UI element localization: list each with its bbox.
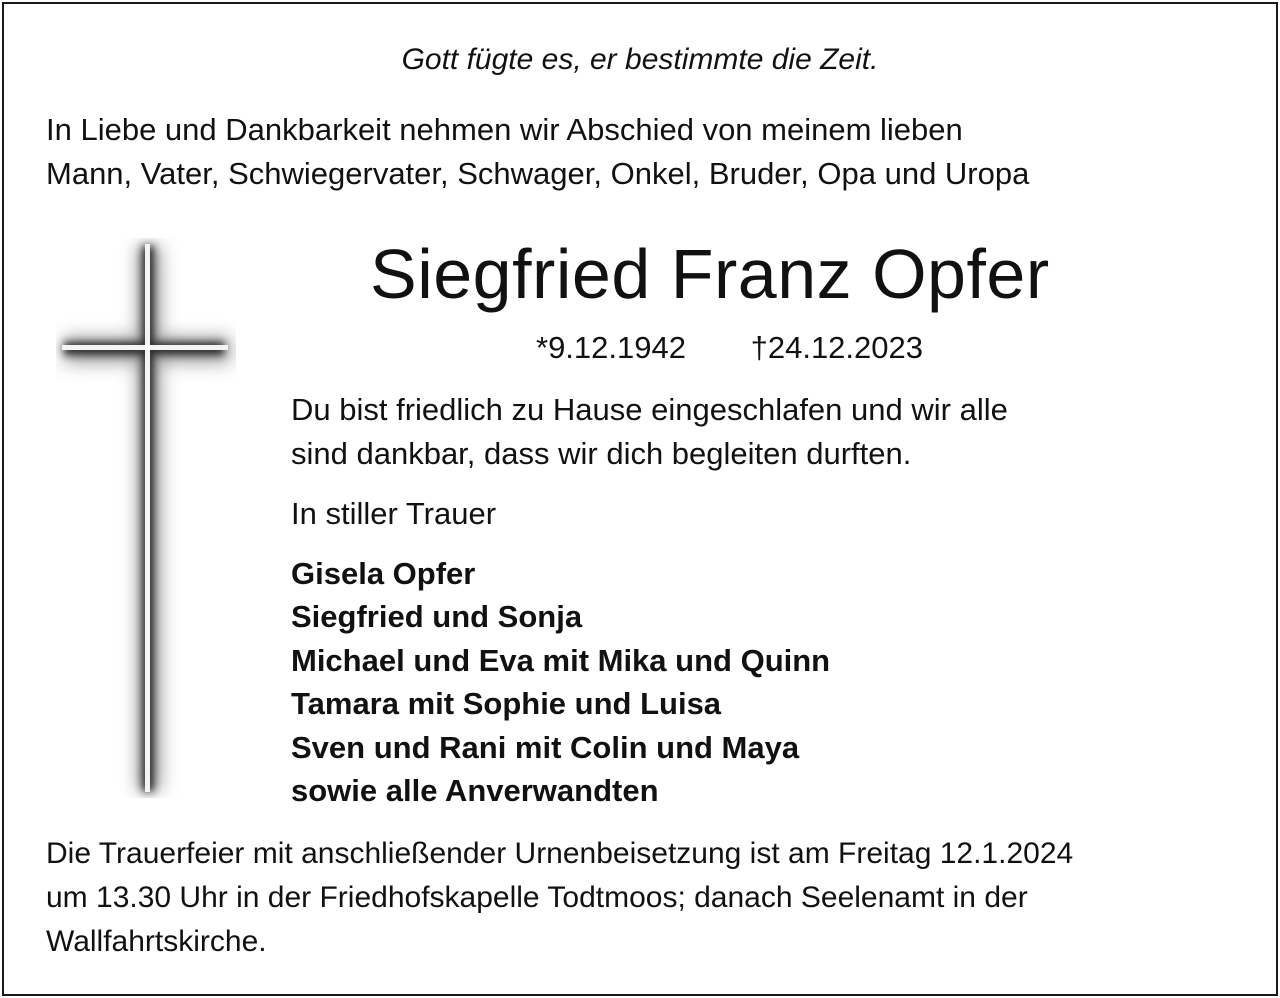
mourners-list bbox=[291, 552, 830, 812]
mourner-name: Tamara mit Sophie und Luisa bbox=[291, 686, 722, 722]
mourner-name: Sven und Rani mit Colin und Maya bbox=[291, 729, 800, 765]
mourner-name: Michael und Eva mit Mika und Quinn bbox=[291, 642, 831, 678]
quote-line: sind dankbar, dass wir dich begleiten durften. bbox=[291, 436, 912, 471]
intro-text bbox=[46, 108, 1246, 196]
farewell-quote bbox=[291, 388, 1251, 476]
service-line: Die Trauerfeier mit anschließender Urnenbeisetzung ist am Freitag 12.1.2024 bbox=[46, 837, 1074, 870]
intro-line: In Liebe und Dankbarkeit nehmen wir Abschied von meinem lieben bbox=[46, 112, 963, 147]
mourning-label: In stiller Trauer bbox=[291, 496, 497, 531]
life-dates bbox=[536, 326, 923, 370]
intro-line: Mann, Vater, Schwiegervater, Schwager, Onkel, Bruder, Opa und Uropa bbox=[46, 156, 1030, 191]
cross-icon bbox=[56, 238, 236, 798]
mourner-name: sowie alle Anverwandten bbox=[291, 773, 659, 809]
mourner-name: Siegfried und Sonja bbox=[291, 599, 583, 635]
death-date: †24.12.2023 bbox=[750, 330, 924, 365]
service-line: Wallfahrtskirche. bbox=[46, 925, 267, 958]
mourner-name: Gisela Opfer bbox=[291, 556, 476, 591]
quote-line: Du bist friedlich zu Hause eingeschlafen und wir alle bbox=[291, 392, 1008, 427]
birth-date: *9.12.1942 bbox=[536, 330, 686, 365]
service-info bbox=[46, 832, 1256, 964]
service-line: um 13.30 Uhr in der Friedhofskapelle Todtmoos; danach Seelenamt in der bbox=[46, 881, 1028, 914]
motto: Gott fügte es, er bestimmte die Zeit. bbox=[401, 43, 879, 76]
deceased-name: Siegfried Franz Opfer bbox=[370, 235, 1050, 313]
